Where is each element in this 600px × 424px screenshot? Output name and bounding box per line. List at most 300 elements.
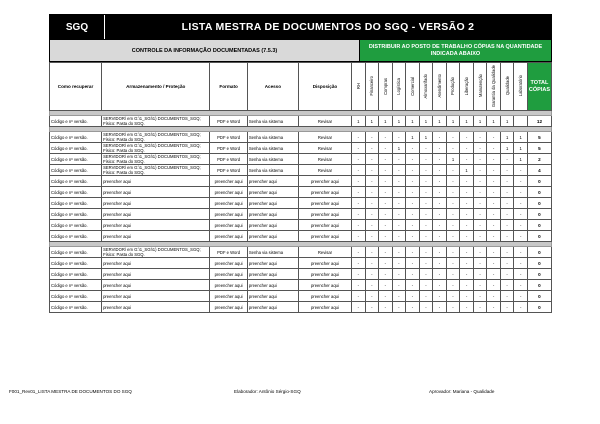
cell-copies: - bbox=[379, 291, 393, 302]
cell-storage: preencher aqui bbox=[102, 302, 210, 313]
table-row bbox=[50, 231, 552, 242]
cell-copies: - bbox=[487, 231, 501, 242]
dept-label: Qualidade bbox=[504, 76, 510, 96]
cell-copies: - bbox=[514, 231, 528, 242]
cell-copies: - bbox=[446, 231, 460, 242]
cell-copies: - bbox=[446, 269, 460, 280]
col-dept bbox=[392, 63, 406, 111]
column-header-row bbox=[50, 63, 552, 111]
cell-copies: - bbox=[433, 143, 447, 154]
dept-label: Liberação bbox=[464, 76, 470, 96]
table-row bbox=[50, 291, 552, 302]
cell-copies: - bbox=[500, 154, 514, 165]
cell-disposal: preencher aqui bbox=[298, 280, 351, 291]
dept-label: Laboratório bbox=[518, 75, 524, 97]
cell-format: PDF e Word bbox=[210, 165, 247, 176]
cell-storage: preencher aqui bbox=[102, 258, 210, 269]
cell-copies: - bbox=[352, 220, 366, 231]
cell-access: Senha via sistema bbox=[247, 132, 298, 143]
cell-copies: - bbox=[514, 258, 528, 269]
cell-copies bbox=[514, 116, 528, 127]
cell-copies: - bbox=[392, 258, 406, 269]
cell-access: Senha via sistema bbox=[247, 247, 298, 258]
cell-copies: - bbox=[419, 187, 433, 198]
cell-access: preencher aqui bbox=[247, 291, 298, 302]
cell-copies: - bbox=[406, 302, 420, 313]
col-dept bbox=[406, 63, 420, 111]
cell-copies: - bbox=[487, 209, 501, 220]
cell-disposal: Revisar bbox=[298, 116, 351, 127]
cell-copies: - bbox=[419, 280, 433, 291]
cell-copies: - bbox=[473, 302, 487, 313]
cell-recover: Código e nº versão. bbox=[50, 198, 102, 209]
cell-copies: - bbox=[365, 143, 379, 154]
table-row bbox=[50, 132, 552, 143]
cell-copies: - bbox=[500, 165, 514, 176]
cell-copies: - bbox=[460, 132, 474, 143]
cell-disposal: preencher aqui bbox=[298, 198, 351, 209]
col-dept bbox=[460, 63, 474, 111]
table-row bbox=[50, 220, 552, 231]
cell-storage: preencher aqui bbox=[102, 231, 210, 242]
cell-copies: - bbox=[406, 209, 420, 220]
cell-copies: - bbox=[514, 280, 528, 291]
cell-disposal: preencher aqui bbox=[298, 231, 351, 242]
cell-copies: - bbox=[406, 220, 420, 231]
table-row bbox=[50, 280, 552, 291]
dept-label: Logística bbox=[396, 77, 402, 95]
cell-copies: - bbox=[460, 247, 474, 258]
cell-copies: - bbox=[514, 176, 528, 187]
cell-copies: - bbox=[392, 291, 406, 302]
cell-copies: - bbox=[514, 209, 528, 220]
cell-access: preencher aqui bbox=[247, 187, 298, 198]
cell-copies: 1 bbox=[419, 132, 433, 143]
cell-total: 2 bbox=[527, 154, 551, 165]
document-header bbox=[49, 14, 552, 40]
cell-copies: - bbox=[379, 302, 393, 313]
cell-copies: - bbox=[500, 220, 514, 231]
cell-total: 0 bbox=[527, 220, 551, 231]
cell-copies: - bbox=[473, 143, 487, 154]
cell-copies: 1 bbox=[514, 132, 528, 143]
cell-copies: - bbox=[392, 198, 406, 209]
table-row bbox=[50, 198, 552, 209]
cell-access: preencher aqui bbox=[247, 209, 298, 220]
cell-storage: preencher aqui bbox=[102, 220, 210, 231]
cell-total: 5 bbox=[527, 132, 551, 143]
table-row bbox=[50, 187, 552, 198]
cell-disposal: preencher aqui bbox=[298, 302, 351, 313]
cell-format: preencher aqui bbox=[210, 187, 247, 198]
cell-access: preencher aqui bbox=[247, 231, 298, 242]
cell-copies: - bbox=[433, 198, 447, 209]
cell-copies: - bbox=[419, 269, 433, 280]
cell-access: Senha via sistema bbox=[247, 143, 298, 154]
col-dept bbox=[473, 63, 487, 111]
cell-total: 4 bbox=[527, 165, 551, 176]
cell-format: preencher aqui bbox=[210, 269, 247, 280]
cell-copies: - bbox=[460, 220, 474, 231]
cell-copies: - bbox=[433, 154, 447, 165]
cell-copies: - bbox=[433, 269, 447, 280]
footer-form-code: F001_Rev01_LISTA MESTRA DE DOCUMENTOS DO SGQ bbox=[9, 389, 132, 394]
cell-copies: - bbox=[460, 291, 474, 302]
cell-copies: - bbox=[392, 132, 406, 143]
document-sheet bbox=[49, 14, 552, 313]
cell-copies: - bbox=[460, 209, 474, 220]
cell-copies: - bbox=[460, 187, 474, 198]
cell-copies: - bbox=[365, 269, 379, 280]
cell-copies: - bbox=[352, 132, 366, 143]
cell-copies: - bbox=[419, 231, 433, 242]
cell-copies: - bbox=[473, 269, 487, 280]
table-row bbox=[50, 154, 552, 165]
dept-label: Produção bbox=[450, 77, 456, 95]
cell-storage: SERVIDOR\ em G:\1_SGI\1) DOCUMENTOS_SGQ; Físico: Pasta do SGQ. bbox=[102, 116, 210, 127]
cell-total: 0 bbox=[527, 187, 551, 198]
document-title: LISTA MESTRA DE DOCUMENTOS DO SGQ - VERSÃO 2 bbox=[181, 21, 475, 33]
cell-copies: - bbox=[379, 258, 393, 269]
cell-copies: - bbox=[433, 165, 447, 176]
cell-copies: - bbox=[392, 269, 406, 280]
cell-storage: preencher aqui bbox=[102, 198, 210, 209]
cell-recover: Código e nº versão. bbox=[50, 143, 102, 154]
cell-copies: - bbox=[500, 269, 514, 280]
cell-copies: - bbox=[406, 258, 420, 269]
cell-copies: - bbox=[379, 187, 393, 198]
cell-copies: - bbox=[419, 247, 433, 258]
cell-format: PDF e Word bbox=[210, 132, 247, 143]
col-dept bbox=[433, 63, 447, 111]
cell-copies: - bbox=[514, 220, 528, 231]
cell-format: PDF e Word bbox=[210, 154, 247, 165]
cell-total: 0 bbox=[527, 231, 551, 242]
cell-copies: - bbox=[500, 198, 514, 209]
cell-copies: - bbox=[500, 176, 514, 187]
cell-copies: - bbox=[419, 291, 433, 302]
cell-format: preencher aqui bbox=[210, 176, 247, 187]
cell-copies: 1 bbox=[392, 116, 406, 127]
cell-copies: - bbox=[446, 165, 460, 176]
dept-label: Manutenção bbox=[477, 74, 483, 98]
cell-disposal: preencher aqui bbox=[298, 176, 351, 187]
cell-recover: Código e nº versão. bbox=[50, 132, 102, 143]
cell-copies: - bbox=[365, 176, 379, 187]
cell-copies: - bbox=[473, 176, 487, 187]
cell-copies: - bbox=[487, 176, 501, 187]
cell-copies: 1 bbox=[460, 116, 474, 127]
cell-disposal: Revisar bbox=[298, 165, 351, 176]
cell-copies: - bbox=[433, 220, 447, 231]
cell-copies: - bbox=[406, 231, 420, 242]
cell-disposal: Revisar bbox=[298, 132, 351, 143]
cell-storage: SERVIDOR\ em G:\1_SGI\1) DOCUMENTOS_SGQ; Físico: Pasta do SGQ. bbox=[102, 154, 210, 165]
cell-copies: - bbox=[379, 165, 393, 176]
cell-copies: 1 bbox=[446, 116, 460, 127]
cell-copies: - bbox=[473, 258, 487, 269]
footer-author: Elaborador: Antônio Sérgio-SGQ bbox=[234, 389, 301, 394]
cell-copies: - bbox=[365, 154, 379, 165]
cell-copies: - bbox=[487, 258, 501, 269]
cell-copies: - bbox=[460, 258, 474, 269]
cell-copies: - bbox=[473, 220, 487, 231]
cell-copies: - bbox=[514, 302, 528, 313]
col-dept bbox=[365, 63, 379, 111]
cell-copies: - bbox=[473, 154, 487, 165]
dept-label: Atendimento bbox=[436, 74, 442, 98]
cell-copies: - bbox=[487, 302, 501, 313]
cell-recover: Código e nº versão. bbox=[50, 154, 102, 165]
cell-copies: - bbox=[446, 291, 460, 302]
cell-copies: - bbox=[392, 154, 406, 165]
cell-copies: - bbox=[365, 231, 379, 242]
cell-copies: - bbox=[419, 258, 433, 269]
cell-copies: - bbox=[500, 187, 514, 198]
cell-copies: - bbox=[500, 291, 514, 302]
cell-copies: - bbox=[352, 258, 366, 269]
cell-copies: 1 bbox=[392, 143, 406, 154]
cell-disposal: preencher aqui bbox=[298, 269, 351, 280]
cell-copies: - bbox=[473, 291, 487, 302]
cell-recover: Código e nº versão. bbox=[50, 258, 102, 269]
cell-recover: Código e nº versão. bbox=[50, 302, 102, 313]
cell-copies: - bbox=[419, 176, 433, 187]
cell-storage: SERVIDOR\ em G:\1_SGI\1) DOCUMENTOS_SGQ; Físico: Pasta do SGQ. bbox=[102, 165, 210, 176]
cell-total: 0 bbox=[527, 269, 551, 280]
cell-total: 0 bbox=[527, 258, 551, 269]
cell-copies: - bbox=[460, 302, 474, 313]
cell-copies: - bbox=[352, 247, 366, 258]
cell-disposal: preencher aqui bbox=[298, 220, 351, 231]
dept-label: Almoxarifado bbox=[423, 73, 429, 99]
cell-copies: - bbox=[487, 280, 501, 291]
cell-copies: - bbox=[433, 209, 447, 220]
cell-total: 12 bbox=[527, 116, 551, 127]
cell-recover: Código e nº versão. bbox=[50, 116, 102, 127]
cell-copies: - bbox=[406, 165, 420, 176]
cell-recover: Código e nº versão. bbox=[50, 187, 102, 198]
table-row bbox=[50, 302, 552, 313]
cell-copies: - bbox=[433, 231, 447, 242]
cell-copies: - bbox=[406, 187, 420, 198]
cell-copies: - bbox=[487, 291, 501, 302]
cell-disposal: Revisar bbox=[298, 154, 351, 165]
table-row bbox=[50, 176, 552, 187]
col-recover: Como recuperar bbox=[50, 63, 102, 111]
cell-access: preencher aqui bbox=[247, 220, 298, 231]
cell-copies: - bbox=[514, 187, 528, 198]
cell-access: Senha via sistema bbox=[247, 165, 298, 176]
cell-copies: - bbox=[352, 165, 366, 176]
cell-copies: - bbox=[392, 165, 406, 176]
cell-copies: - bbox=[406, 154, 420, 165]
cell-total: 0 bbox=[527, 280, 551, 291]
cell-copies: - bbox=[433, 302, 447, 313]
cell-copies: - bbox=[392, 247, 406, 258]
cell-copies: - bbox=[460, 143, 474, 154]
cell-copies: - bbox=[392, 187, 406, 198]
cell-copies: - bbox=[446, 132, 460, 143]
cell-copies: - bbox=[514, 247, 528, 258]
col-disposal: Disposição bbox=[298, 63, 351, 111]
cell-copies: - bbox=[446, 187, 460, 198]
cell-copies: - bbox=[379, 143, 393, 154]
cell-total: 0 bbox=[527, 247, 551, 258]
cell-copies: - bbox=[446, 258, 460, 269]
cell-copies: 1 bbox=[514, 143, 528, 154]
cell-copies: - bbox=[473, 209, 487, 220]
cell-copies: - bbox=[365, 220, 379, 231]
cell-copies: - bbox=[487, 154, 501, 165]
col-dept bbox=[352, 63, 366, 111]
table-row bbox=[50, 143, 552, 154]
cell-copies: - bbox=[500, 231, 514, 242]
cell-copies: - bbox=[446, 280, 460, 291]
cell-copies: - bbox=[446, 220, 460, 231]
cell-copies: - bbox=[406, 280, 420, 291]
cell-copies: - bbox=[473, 132, 487, 143]
cell-copies: - bbox=[419, 154, 433, 165]
master-list-table bbox=[49, 62, 552, 313]
cell-copies: - bbox=[379, 154, 393, 165]
distribution-section-title: DISTRIBUIR AO POSTO DE TRABALHO CÓPIAS NA QUANTIDADE INDICADA ABAIXO bbox=[360, 40, 552, 62]
cell-copies: - bbox=[379, 132, 393, 143]
cell-copies: - bbox=[352, 209, 366, 220]
cell-copies: - bbox=[352, 154, 366, 165]
cell-recover: Código e nº versão. bbox=[50, 291, 102, 302]
cell-recover: Código e nº versão. bbox=[50, 269, 102, 280]
cell-copies: 1 bbox=[460, 165, 474, 176]
col-dept bbox=[500, 63, 514, 111]
cell-copies: - bbox=[487, 198, 501, 209]
col-dept bbox=[514, 63, 528, 111]
cell-copies: - bbox=[392, 209, 406, 220]
cell-copies: - bbox=[352, 280, 366, 291]
cell-copies: - bbox=[365, 247, 379, 258]
cell-copies: - bbox=[365, 198, 379, 209]
cell-copies: 1 bbox=[406, 116, 420, 127]
control-section-title: CONTROLE DA INFORMAÇÃO DOCUMENTADAS (7.5.3) bbox=[49, 40, 360, 62]
dept-label: Compras bbox=[382, 77, 388, 95]
cell-disposal: Revisar bbox=[298, 247, 351, 258]
col-dept bbox=[446, 63, 460, 111]
cell-copies: - bbox=[433, 280, 447, 291]
cell-format: preencher aqui bbox=[210, 220, 247, 231]
cell-total: 0 bbox=[527, 198, 551, 209]
cell-copies: - bbox=[419, 209, 433, 220]
cell-copies: - bbox=[446, 176, 460, 187]
cell-format: preencher aqui bbox=[210, 231, 247, 242]
cell-copies: - bbox=[352, 291, 366, 302]
cell-disposal: preencher aqui bbox=[298, 187, 351, 198]
cell-copies: - bbox=[365, 280, 379, 291]
cell-format: PDF e Word bbox=[210, 116, 247, 127]
table-body bbox=[50, 111, 552, 313]
footer-approver: Aprovador: Mariana - Qualidade bbox=[429, 389, 495, 394]
cell-copies: - bbox=[473, 280, 487, 291]
cell-copies: - bbox=[487, 165, 501, 176]
col-dept bbox=[487, 63, 501, 111]
col-format: Formato bbox=[210, 63, 247, 111]
cell-copies: - bbox=[460, 154, 474, 165]
cell-copies: 1 bbox=[500, 143, 514, 154]
cell-recover: Código e nº versão. bbox=[50, 247, 102, 258]
cell-format: preencher aqui bbox=[210, 258, 247, 269]
cell-copies: - bbox=[514, 165, 528, 176]
cell-copies: - bbox=[500, 247, 514, 258]
cell-copies: - bbox=[514, 291, 528, 302]
cell-copies: 1 bbox=[446, 154, 460, 165]
cell-access: preencher aqui bbox=[247, 258, 298, 269]
cell-recover: Código e nº versão. bbox=[50, 209, 102, 220]
cell-copies: - bbox=[500, 209, 514, 220]
cell-copies: - bbox=[514, 269, 528, 280]
cell-copies: - bbox=[352, 269, 366, 280]
cell-copies: - bbox=[419, 198, 433, 209]
cell-copies: - bbox=[487, 187, 501, 198]
cell-copies: - bbox=[392, 176, 406, 187]
dept-label: Financeiro bbox=[369, 76, 375, 96]
cell-disposal: preencher aqui bbox=[298, 258, 351, 269]
cell-storage: preencher aqui bbox=[102, 187, 210, 198]
cell-recover: Código e nº versão. bbox=[50, 176, 102, 187]
cell-access: preencher aqui bbox=[247, 198, 298, 209]
table-row bbox=[50, 165, 552, 176]
cell-copies: 1 bbox=[500, 132, 514, 143]
cell-copies: - bbox=[433, 291, 447, 302]
cell-copies: - bbox=[446, 302, 460, 313]
section-header bbox=[49, 40, 552, 62]
cell-copies: - bbox=[392, 231, 406, 242]
cell-copies: - bbox=[473, 231, 487, 242]
cell-copies: - bbox=[473, 165, 487, 176]
cell-copies: - bbox=[352, 231, 366, 242]
table-row bbox=[50, 247, 552, 258]
cell-format: preencher aqui bbox=[210, 209, 247, 220]
cell-total: 0 bbox=[527, 291, 551, 302]
cell-access: preencher aqui bbox=[247, 280, 298, 291]
cell-copies: - bbox=[365, 187, 379, 198]
cell-copies: - bbox=[352, 176, 366, 187]
cell-copies: 1 bbox=[500, 116, 514, 127]
cell-access: Senha via sistema bbox=[247, 154, 298, 165]
cell-copies: - bbox=[365, 302, 379, 313]
cell-copies: - bbox=[365, 165, 379, 176]
cell-storage: preencher aqui bbox=[102, 209, 210, 220]
cell-copies: - bbox=[460, 176, 474, 187]
cell-copies: - bbox=[500, 280, 514, 291]
col-storage: Armazenamento / Proteção bbox=[102, 63, 210, 111]
cell-copies: - bbox=[433, 187, 447, 198]
cell-format: preencher aqui bbox=[210, 280, 247, 291]
cell-copies: - bbox=[379, 198, 393, 209]
cell-copies: - bbox=[433, 132, 447, 143]
table-row bbox=[50, 258, 552, 269]
cell-copies: - bbox=[487, 143, 501, 154]
cell-copies: - bbox=[446, 247, 460, 258]
cell-copies: - bbox=[379, 280, 393, 291]
cell-copies: - bbox=[419, 143, 433, 154]
col-access: Acesso bbox=[247, 63, 298, 111]
cell-storage: SERVIDOR\ em G:\1_SGI\1) DOCUMENTOS_SGQ; Físico: Pasta do SGQ. bbox=[102, 247, 210, 258]
cell-recover: Código e nº versão. bbox=[50, 231, 102, 242]
cell-access: preencher aqui bbox=[247, 269, 298, 280]
cell-storage: SERVIDOR\ em G:\1_SGI\1) DOCUMENTOS_SGQ; Físico: Pasta do SGQ. bbox=[102, 132, 210, 143]
dept-label: Garantia da Qualidade bbox=[491, 64, 497, 108]
cell-total: 0 bbox=[527, 209, 551, 220]
cell-copies: - bbox=[379, 176, 393, 187]
